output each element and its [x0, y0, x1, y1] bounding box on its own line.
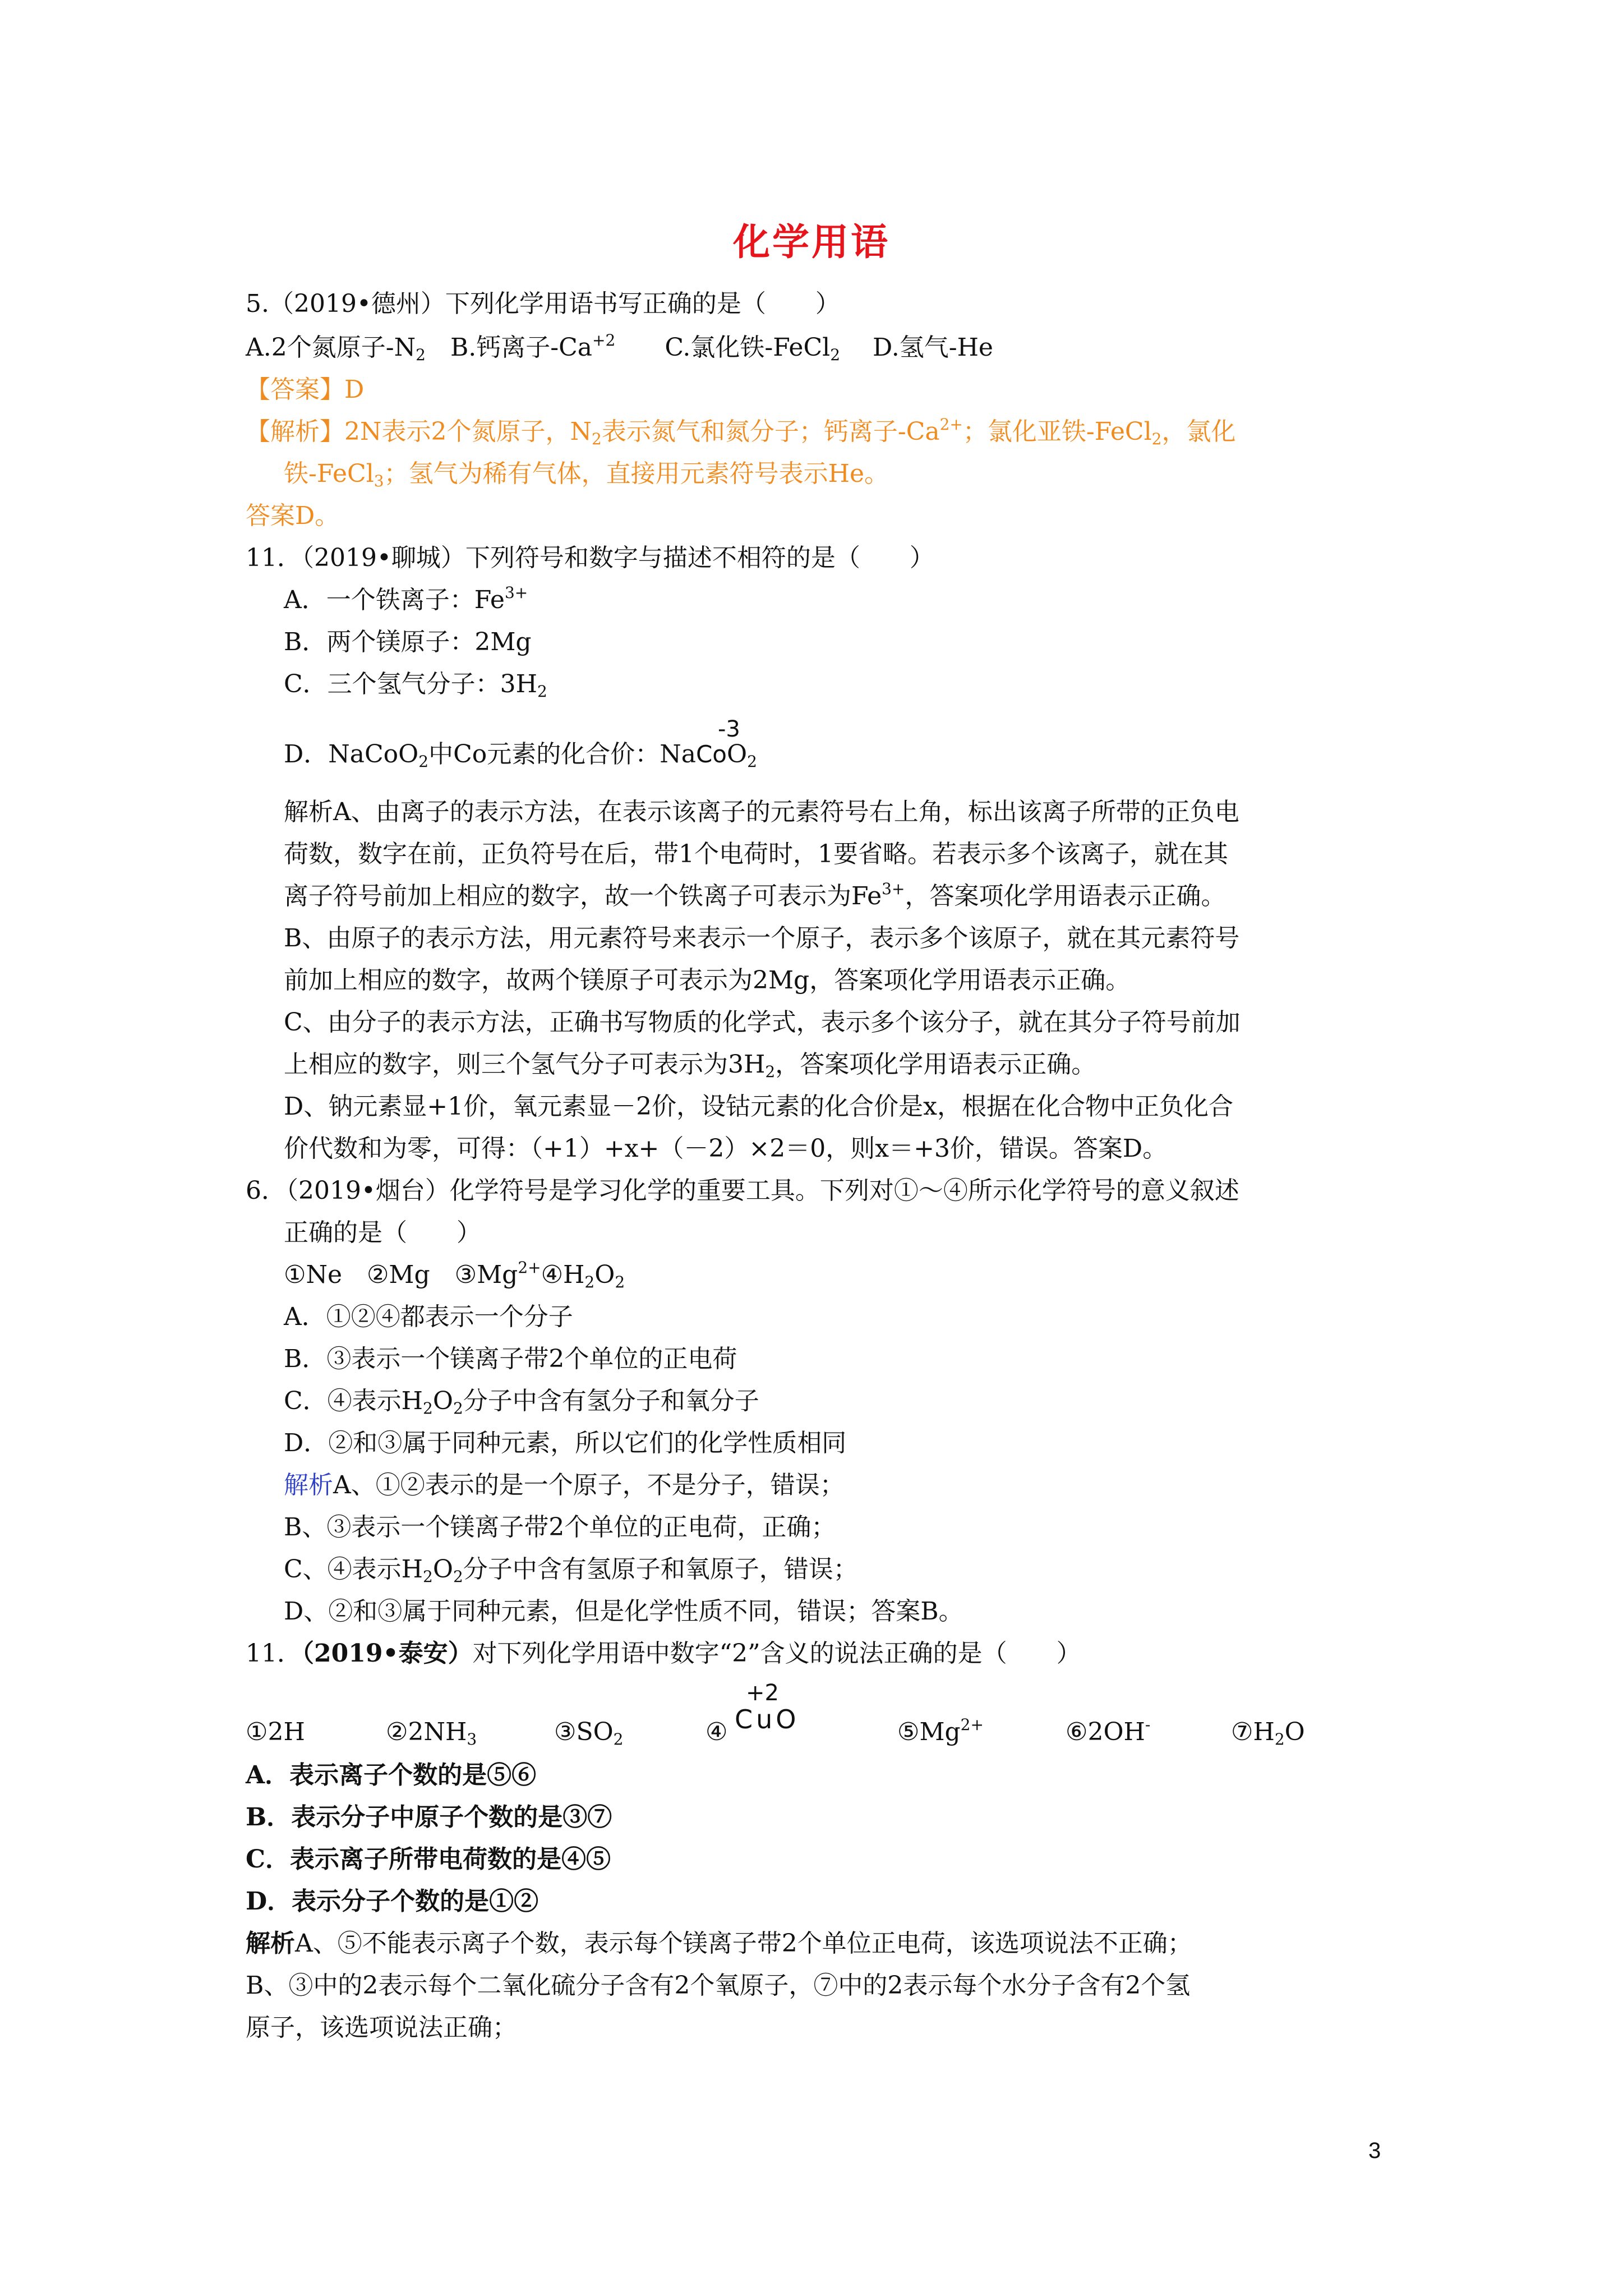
- q6-option-d: D．②和③属于同种元素，所以它们的化学性质相同: [284, 1429, 847, 1457]
- q11a-analysis-line5: 前加上相应的数字，故两个镁原子可表示为2Mg，答案项化学用语表示正确。: [284, 966, 1131, 995]
- q6-analysis-line2: B、③表示一个镁离子带2个单位的正电荷，正确；: [284, 1513, 836, 1542]
- q5-final: 答案D。: [246, 501, 340, 530]
- q5-analysis-line2: 铁-FeCl$_3$；氢气为稀有气体，直接用元素符号表示He。: [284, 459, 889, 490]
- q11b-option-a: A．表示离子个数的是⑤⑥: [246, 1761, 537, 1789]
- q11b-item-4-oxidation: +2: [746, 1680, 779, 1706]
- q5-analysis-line1: 【解析】2N表示2个氮原子，$N_2$表示氮气和氮分子；钙离子$-Ca^{2+}$；氯化亚铁-FeCl$_2$，氯化: [246, 415, 1236, 448]
- q11b-analysis-label: 解析: [246, 1929, 295, 1958]
- page-number: 3: [1368, 2138, 1381, 2163]
- q11b-item-4: ④: [706, 1718, 728, 1746]
- q5-options: A.2个氮原子$-N_2$ B.钙离子$-Ca^{+2}$ C.氯化铁-FeCl$_2$ D.氢气-He: [246, 331, 993, 364]
- q11b-item-5: $⑤Mg^{2+}$: [897, 1715, 984, 1746]
- q11a-oxidation-state: -3: [718, 716, 740, 742]
- q6-analysis-line3: C、④表示$H_2O_2$分子中含有氢原子和氧原子，错误；: [284, 1555, 858, 1586]
- q11b-analysis-line1: 解析A、⑤不能表示离子个数，表示每个镁离子带2个单位正电荷，该选项说法不正确；: [246, 1929, 1192, 1958]
- q11b-option-d: D．表示分子个数的是①②: [246, 1887, 539, 1916]
- q11a-option-b: B．两个镁原子：2Mg: [284, 628, 532, 656]
- q6-option-b: B．③表示一个镁离子带2个单位的正电荷: [284, 1345, 737, 1373]
- q11a-analysis-line8: D、钠元素显+1价，氧元素显－2价，设钴元素的化合价是x，根据在化合物中正负化合: [284, 1092, 1233, 1121]
- q11a-analysis-line3: 离子符号前加上相应的数字，故一个铁离子可表示为$Fe^{3+}$，答案项化学用语表示正确。: [284, 880, 1226, 910]
- q11b-option-c: C．表示离子所带电荷数的是④⑤: [246, 1845, 611, 1874]
- q6-symbols: ①Ne ②Mg $③Mg^{2+}④H_2O_2$: [284, 1258, 625, 1291]
- q11b-option-b: B．表示分子中原子个数的是③⑦: [246, 1803, 612, 1832]
- q11a-analysis-line2: 荷数，数字在前，正负符号在后，带1个电荷时，1要省略。若表示多个该离子，就在其: [284, 840, 1228, 868]
- q11a-stem: 11．（2019•聊城）下列符号和数字与描述不相符的是（ ）: [246, 544, 934, 572]
- q6-analysis-line4: D、②和③属于同种元素，但是化学性质不同，错误；答案B。: [284, 1597, 963, 1626]
- q11a-analysis-line6: C、由分子的表示方法，正确书写物质的化学式，表示多个该分子，就在其分子符号前加: [284, 1008, 1241, 1037]
- q11b-item-4-formula: CuO: [735, 1704, 800, 1734]
- q11a-analysis-line4: B、由原子的表示方法，用元素符号来表示一个原子，表示多个该原子，就在其元素符号: [284, 924, 1240, 953]
- q11a-option-c: C．三个氢气分子：$3H_2$: [284, 670, 547, 701]
- page-title: 化学用语: [733, 220, 890, 264]
- q5-stem: 5.（2019•德州）下列化学用语书写正确的是（ ）: [246, 289, 840, 318]
- q11a-analysis-line9: 价代数和为零，可得：（+1）+x+（－2）×2＝0，则x＝+3价，错误。答案D。: [284, 1134, 1168, 1163]
- q11b-item-7: $⑦H_2O$: [1231, 1718, 1305, 1749]
- q11b-stem: 11．（2019•泰安）对下列化学用语中数字“2”含义的说法正确的是（ ）: [246, 1639, 1081, 1668]
- q6-option-a: A．①②④都表示一个分子: [284, 1303, 573, 1331]
- q11b-item-3: $③SO_2$: [554, 1718, 624, 1749]
- q11b-item-1: ①2H: [246, 1718, 305, 1746]
- q11a-analysis-line7: 上相应的数字，则三个氢气分子可表示为$3H_2$，答案项化学用语表示正确。: [284, 1050, 1096, 1081]
- q11b-item-6: ⑥2OH-: [1066, 1715, 1151, 1746]
- q6-option-c: C．④表示$H_2O_2$分子中含有氢分子和氧分子: [284, 1387, 759, 1418]
- q11a-option-a: A．一个铁离子：$Fe^{3+}$: [284, 583, 528, 614]
- q11b-item-2: $②2NH_3$: [386, 1718, 477, 1749]
- q11b-analysis-line2: B、③中的2表示每个二氧化硫分子含有2个氧原子，⑦中的2表示每个水分子含有2个氢: [246, 1971, 1191, 2000]
- q6-stem-line1: 6．（2019•烟台）化学符号是学习化学的重要工具。下列对①～④所示化学符号的意义叙述: [246, 1176, 1239, 1205]
- q6-analysis-label: 解析: [284, 1471, 333, 1499]
- q5-answer: 【答案】D: [246, 375, 365, 404]
- q11a-analysis-line1: 解析A、由离子的表示方法，在表示该离子的元素符号右上角，标出该离子所带的正负电: [284, 798, 1239, 826]
- q11b-analysis-line3: 原子，该选项说法正确；: [246, 2013, 517, 2042]
- q6-analysis-line1: 解析A、①②表示的是一个原子，不是分子，错误；: [284, 1471, 845, 1499]
- q6-stem-line2: 正确的是（ ）: [284, 1218, 481, 1247]
- q11a-option-d: D．NaCoO$_2$中Co元素的化合价：NaCoO$_2$: [284, 740, 757, 771]
